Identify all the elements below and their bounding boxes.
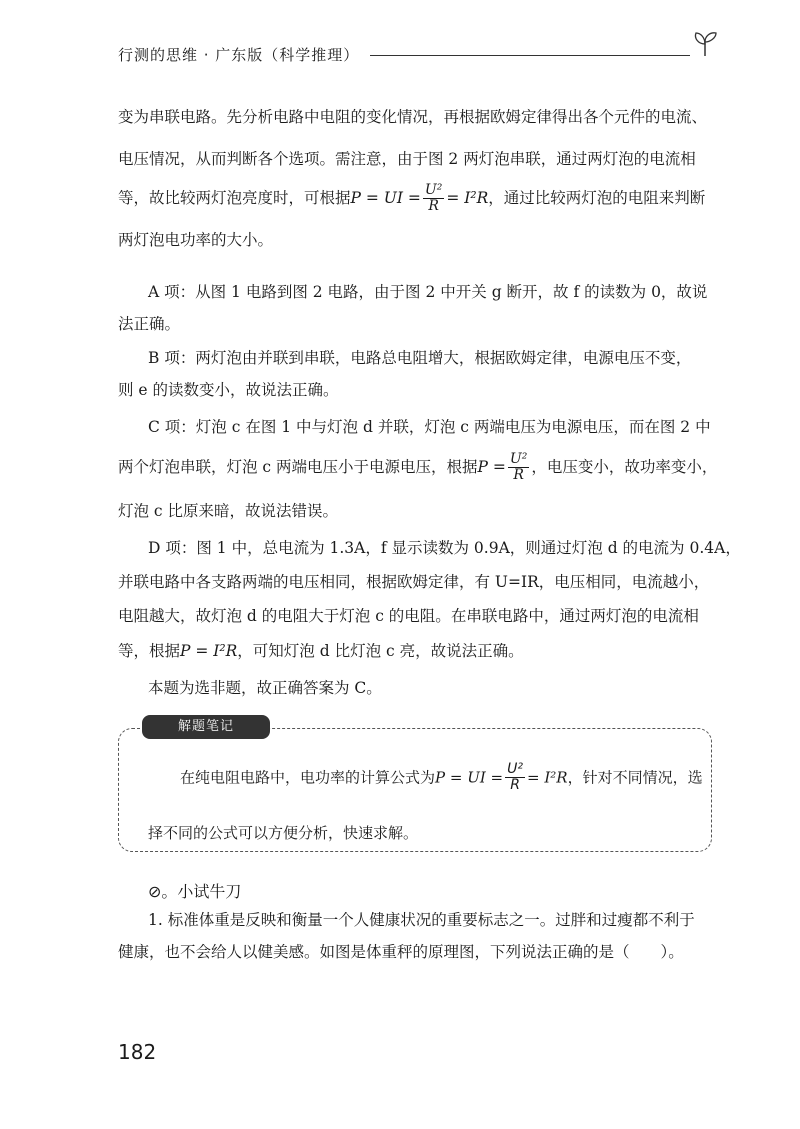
text-span: ，针对不同情况，选 <box>567 768 703 787</box>
option-b-line: 则 e 的读数变小，故说法正确。 <box>118 381 339 399</box>
fraction-denominator: R <box>510 777 520 794</box>
option-c-line-formula <box>118 452 718 484</box>
header-rule <box>370 55 690 56</box>
text-span: 等，故比较两灯泡亮度时，可根据 <box>118 188 351 207</box>
text-span: ，可知灯泡 d 比灯泡 c 亮，故说法正确。 <box>237 642 524 660</box>
fraction-denominator: R <box>513 467 524 484</box>
sprout-icon <box>690 30 720 58</box>
page-header <box>118 30 718 70</box>
option-d-line: 并联电路中各支路两端的电压相同，根据欧姆定律，有 U=IR，电压相同，电流越小， <box>118 573 710 591</box>
fraction <box>423 183 444 215</box>
paragraph-line: 两灯泡电功率的大小。 <box>118 231 274 249</box>
running-title: 行测的思维 · 广东版（科学推理） <box>118 46 360 64</box>
text-span: ，通过比较两灯泡的电阻来判断 <box>488 188 706 207</box>
option-d-line: D 项：图 1 中，总电流为 1.3A，f 显示读数为 0.9A，则通过灯泡 d 的电流为 0.4A， <box>148 539 741 557</box>
text-span: 等，根据 <box>118 642 181 660</box>
practice-icon: ⊘。 <box>148 882 178 901</box>
option-d-line-formula <box>118 644 718 660</box>
practice-heading <box>148 879 241 902</box>
fraction <box>505 762 525 794</box>
fraction-numerator: U² <box>507 761 523 777</box>
option-d-line: 电阻越大，故灯泡 d 的电阻大于灯泡 c 的电阻。在串联电路中，通过两灯泡的电流相 <box>118 607 699 625</box>
option-c-line: C 项：灯泡 c 在图 1 中与灯泡 d 并联，灯泡 c 两端电压为电源电压，而在图 2 中 <box>148 418 711 436</box>
text-span: 在纯电阻电路中，电功率的计算公式为 <box>180 768 436 787</box>
fraction-numerator: U² <box>509 451 528 467</box>
tip-line-formula <box>180 762 703 794</box>
text-span: 两个灯泡串联，灯泡 c 两端电压小于电源电压，根据 <box>118 457 478 476</box>
tip-line: 择不同的公式可以方便分析，快速求解。 <box>148 824 419 842</box>
practice-title: 小试牛刀 <box>177 882 242 901</box>
paragraph-line-formula <box>118 183 718 215</box>
fraction-numerator: U² <box>424 182 443 198</box>
page-number: 182 <box>118 1040 157 1064</box>
tip-box-label: 解题笔记 <box>142 715 270 739</box>
option-a-line: 法正确。 <box>118 315 181 333</box>
option-c-line: 灯泡 c 比原来暗，故说法错误。 <box>118 502 339 520</box>
answer-line: 本题为选非题，故正确答案为 C。 <box>148 679 382 697</box>
formula-lhs: P = UI = <box>350 188 421 207</box>
formula: P = I²R <box>180 642 238 660</box>
question-line: 1. 标准体重是反映和衡量一个人健康状况的重要标志之一。过胖和过瘦都不利于 <box>148 911 695 929</box>
paragraph-line: 变为串联电路。先分析电路中电阻的变化情况，再根据欧姆定律得出各个元件的电流、 <box>118 108 708 126</box>
formula-rhs: = I²R <box>446 188 489 207</box>
formula-lhs: P = UI = <box>435 768 504 787</box>
question-line: 健康，也不会给人以健美感。如图是体重秤的原理图，下列说法正确的是（ ）。 <box>118 943 684 961</box>
paragraph-line: 电压情况，从而判断各个选项。需注意，由于图 2 两灯泡串联，通过两灯泡的电流相 <box>118 150 696 168</box>
fraction-denominator: R <box>428 198 439 215</box>
option-a-line: A 项：从图 1 电路到图 2 电路，由于图 2 中开关 g 断开，故 f 的读数为 0，故说 <box>148 283 708 301</box>
fraction <box>508 452 529 484</box>
text-span: ，电压变小，故功率变小， <box>531 457 718 476</box>
formula-lhs: P = <box>477 457 506 476</box>
option-b-line: B 项：两灯泡由并联到串联，电路总电阻增大，根据欧姆定律，电源电压不变， <box>148 349 692 367</box>
formula-rhs: = I²R <box>526 768 568 787</box>
